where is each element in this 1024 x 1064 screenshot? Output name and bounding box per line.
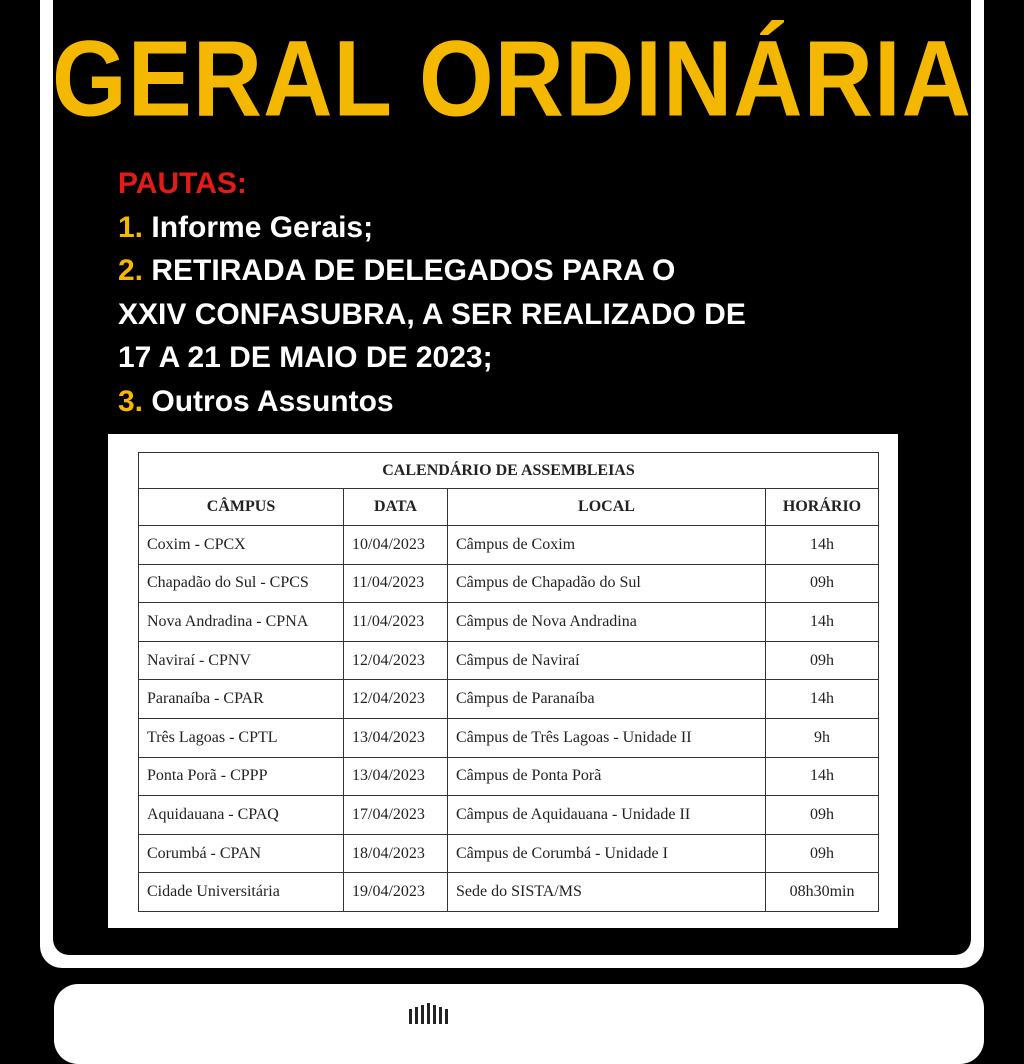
column-header-campus: CÂMPUS bbox=[139, 489, 344, 526]
row-date: 11/04/2023 bbox=[344, 603, 448, 642]
row-time: 9h bbox=[766, 718, 879, 757]
row-date: 12/04/2023 bbox=[344, 641, 448, 680]
agenda-item-2-line-2: XXIV CONFASUBRA, A SER REALIZADO DE bbox=[118, 297, 746, 331]
row-location: Câmpus de Três Lagoas - Unidade II bbox=[448, 718, 766, 757]
table-row bbox=[139, 834, 879, 873]
row-location: Câmpus de Coxim bbox=[448, 526, 766, 565]
table-row bbox=[139, 564, 879, 603]
row-time: 09h bbox=[766, 641, 879, 680]
row-time: 14h bbox=[766, 526, 879, 565]
row-location: Câmpus de Corumbá - Unidade I bbox=[448, 834, 766, 873]
table-row bbox=[139, 873, 879, 912]
row-date: 10/04/2023 bbox=[344, 526, 448, 565]
row-date: 17/04/2023 bbox=[344, 796, 448, 835]
table-row bbox=[139, 526, 879, 565]
agenda-item-number: 3. bbox=[118, 384, 144, 418]
row-date: 12/04/2023 bbox=[344, 680, 448, 719]
row-campus: Paranaíba - CPAR bbox=[139, 680, 344, 719]
row-campus: Chapadão do Sul - CPCS bbox=[139, 564, 344, 603]
row-time: 14h bbox=[766, 603, 879, 642]
row-date: 19/04/2023 bbox=[344, 873, 448, 912]
agenda-item-2 bbox=[118, 249, 818, 293]
calendar-title: CALENDÁRIO DE ASSEMBLEIAS bbox=[139, 453, 879, 489]
row-campus: Ponta Porã - CPPP bbox=[139, 757, 344, 796]
row-location: Câmpus de Paranaíba bbox=[448, 680, 766, 719]
agenda-item-text: Outros Assuntos bbox=[151, 384, 394, 418]
table-row bbox=[139, 641, 879, 680]
agenda-item-number: 1. bbox=[118, 210, 144, 244]
row-campus: Três Lagoas - CPTL bbox=[139, 718, 344, 757]
agenda-item-1 bbox=[118, 206, 818, 250]
row-location: Sede do SISTA/MS bbox=[448, 873, 766, 912]
row-time: 08h30min bbox=[766, 873, 879, 912]
calendar-table bbox=[138, 452, 879, 912]
row-location: Câmpus de Aquidauana - Unidade II bbox=[448, 796, 766, 835]
column-header-date: DATA bbox=[344, 489, 448, 526]
row-time: 09h bbox=[766, 796, 879, 835]
table-row bbox=[139, 603, 879, 642]
row-campus: Coxim - CPCX bbox=[139, 526, 344, 565]
agenda-item-number: 2. bbox=[118, 254, 144, 287]
table-row bbox=[139, 757, 879, 796]
row-campus: Nova Andradina - CPNA bbox=[139, 603, 344, 642]
row-date: 13/04/2023 bbox=[344, 757, 448, 796]
calendar-body bbox=[139, 526, 879, 912]
row-location: Câmpus de Chapadão do Sul bbox=[448, 564, 766, 603]
column-header-location: LOCAL bbox=[448, 489, 766, 526]
row-location: Câmpus de Naviraí bbox=[448, 641, 766, 680]
agenda-item-2-line-3: 17 A 21 DE MAIO DE 2023; bbox=[118, 341, 493, 374]
row-time: 14h bbox=[766, 757, 879, 796]
row-date: 18/04/2023 bbox=[344, 834, 448, 873]
agenda-item-text-line: RETIRADA DE DELEGADOS PARA O bbox=[151, 254, 676, 287]
headline: GERAL ORDINÁRIA bbox=[52, 19, 972, 139]
row-campus: Naviraí - CPNV bbox=[139, 641, 344, 680]
row-date: 13/04/2023 bbox=[344, 718, 448, 757]
row-time: 09h bbox=[766, 834, 879, 873]
footer-card bbox=[54, 984, 984, 1064]
calendar-sheet bbox=[108, 434, 898, 928]
row-campus: Corumbá - CPAN bbox=[139, 834, 344, 873]
table-row bbox=[139, 796, 879, 835]
table-row bbox=[139, 718, 879, 757]
row-time: 09h bbox=[766, 564, 879, 603]
building-columns-logo-icon bbox=[404, 1001, 456, 1024]
agenda-item-text: Informe Gerais; bbox=[151, 210, 374, 244]
agenda-item-3 bbox=[118, 380, 818, 424]
row-time: 14h bbox=[766, 680, 879, 719]
row-location: Câmpus de Nova Andradina bbox=[448, 603, 766, 642]
agenda-heading: PAUTAS: bbox=[118, 167, 247, 200]
column-header-time: HORÁRIO bbox=[766, 489, 879, 526]
row-date: 11/04/2023 bbox=[344, 564, 448, 603]
row-location: Câmpus de Ponta Porã bbox=[448, 757, 766, 796]
table-row bbox=[139, 680, 879, 719]
row-campus: Aquidauana - CPAQ bbox=[139, 796, 344, 835]
agenda bbox=[118, 162, 818, 423]
row-campus: Cidade Universitária bbox=[139, 873, 344, 912]
